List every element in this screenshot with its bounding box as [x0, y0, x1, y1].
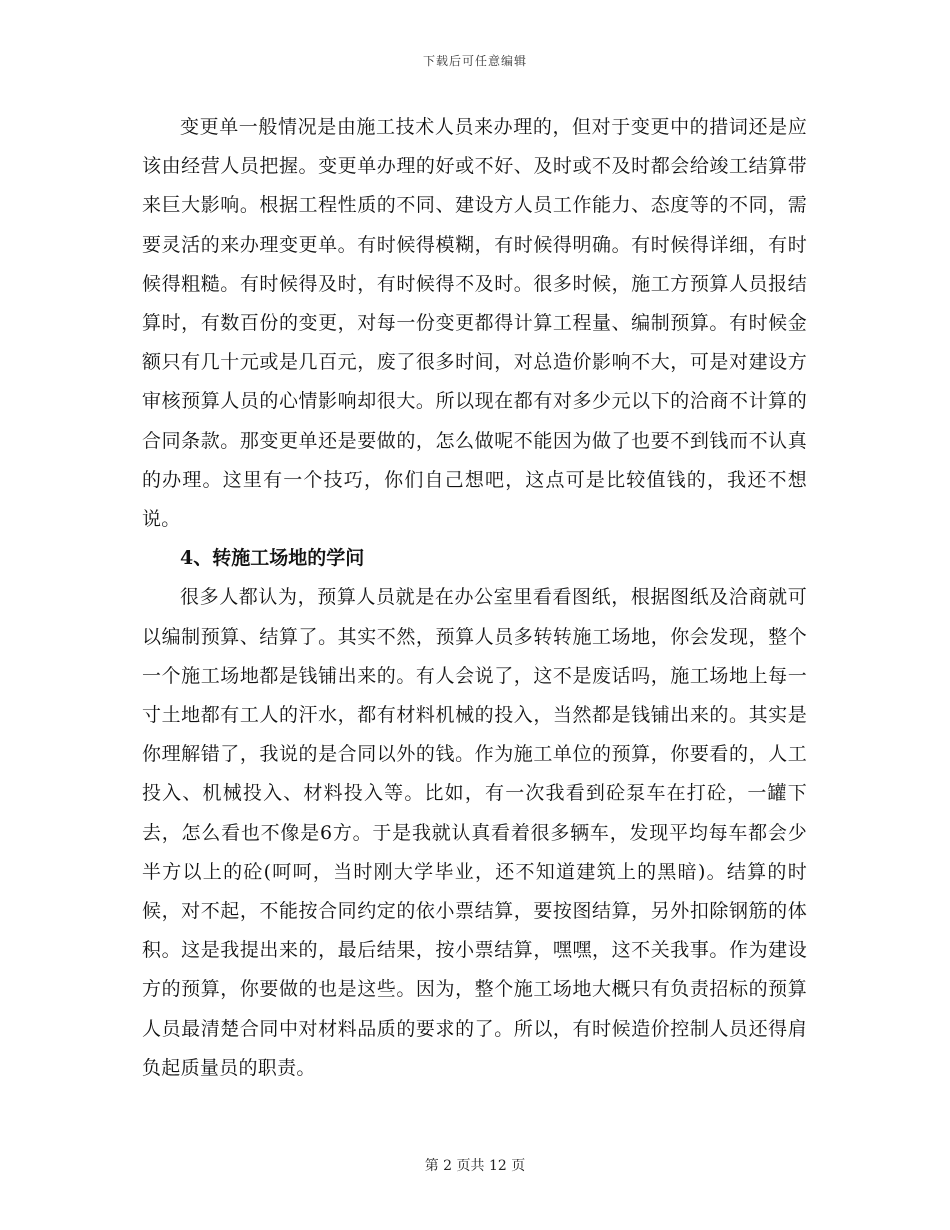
- page-footer: 第 2 页共 12 页: [424, 1158, 526, 1174]
- section-heading: 4、转施工场地的学问: [180, 547, 365, 570]
- body-paragraph: 很多人都认为，预算人员就是在办公室里看看图纸，根据图纸及洽商就可以编制预算、结算了。其实不然，预算人员多转转施工场地，你会发现，整个一个施工场地都是钱铺出来的。有人会说了，这不是废话吗，施工场地上每一寸土地都有工人的汗水，都有材料机械的投入，当然都是钱铺出来的。其实是你理解错了，我说的是合同以外的钱。作为施工单位的预算，你要看的，人工投入、机械投入、材料投入等。比如，有一次我看到砼泵车在打砼，一罐下去，怎么看也不像是6方。于是我就认真看着很多辆车，发现平均每车都会少半方以上的砼(呵呵，当时刚大学毕业，还不知道建筑上的黑暗)。结算的时候，对不起，不能按合同约定的依小票结算，要按图结算，另外扣除钢筋的体积。这是我提出来的，最后结果，按小票结算，嘿嘿，这不关我事。作为建设方的预算，你要做的也是这些。因为，整个施工场地大概只有负责招标的预算人员最清楚合同中对材料品质的要求的了。所以，有时候造价控制人员还得肩负起质量员的职责。: [142, 586, 807, 1079]
- body-paragraph: 变更单一般情况是由施工技术人员来办理的，但对于变更中的措词还是应该由经营人员把握。变更单办理的好或不好、及时或不及时都会给竣工结算带来巨大影响。根据工程性质的不同、建设方人员工作能力、态度等的不同，需要灵活的来办理变更单。有时候得模糊，有时候得明确。有时候得详细，有时候得粗糙。有时候得及时，有时候得不及时。很多时候，施工方预算人员报结算时，有数百份的变更，对每一份变更都得计算工程量、编制预算。有时候金额只有几十元或是几百元，废了很多时间，对总造价影响不大，可是对建设方审核预算人员的心情影响却很大。所以现在都有对多少元以下的洽商不计算的合同条款。那变更单还是要做的，怎么做呢不能因为做了也要不到钱而不认真的办理。这里有一个技巧，你们自己想吧，这点可是比较值钱的，我还不想说。: [142, 116, 807, 531]
- page-header: 下载后可任意编辑: [422, 54, 527, 68]
- document-body: [142, 108, 807, 1088]
